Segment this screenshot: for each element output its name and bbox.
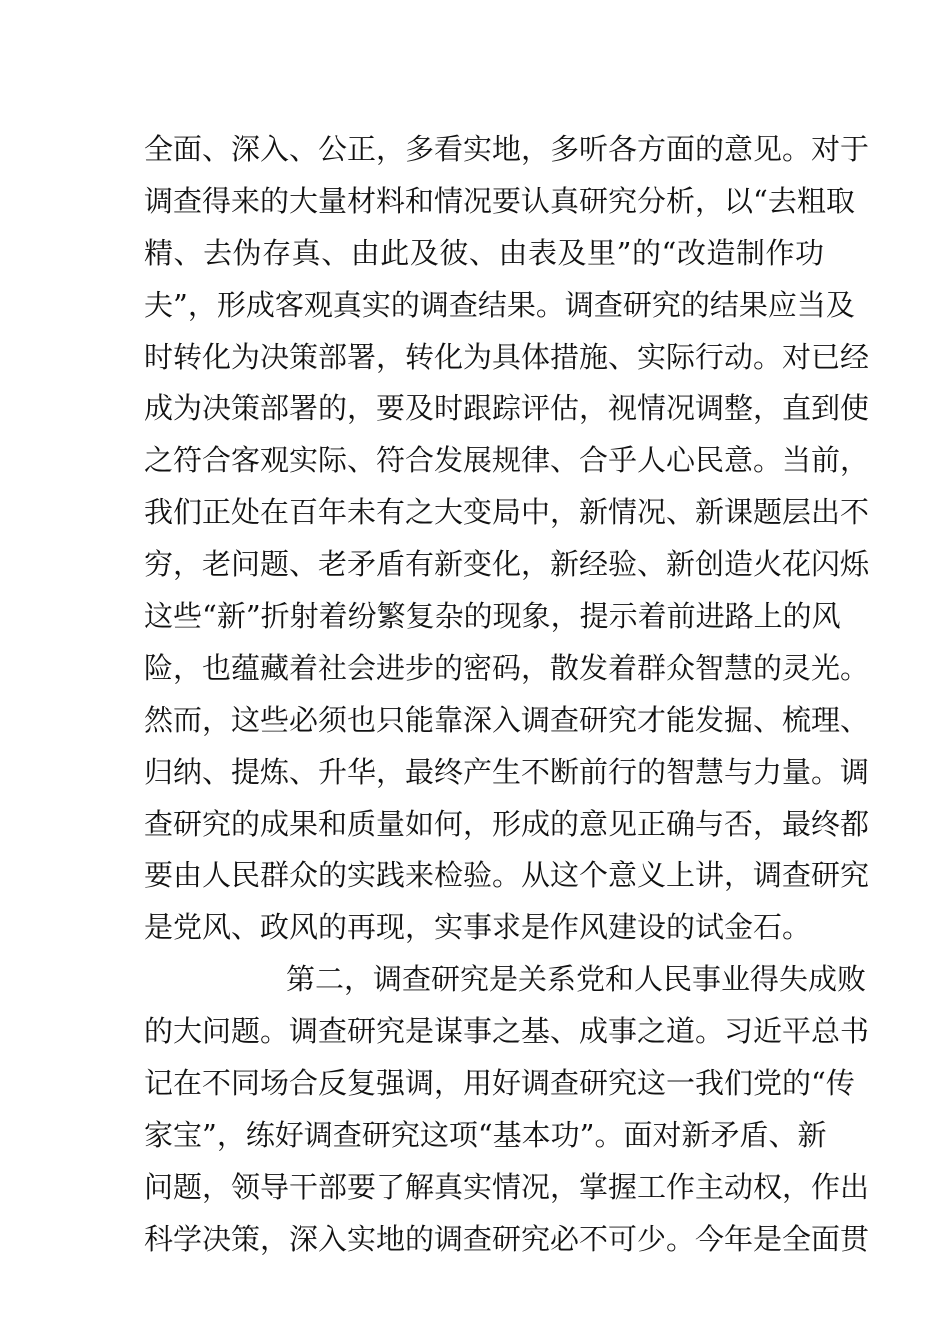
text-line: 时转化为决策部署，转化为具体措施、实际行动。对已经 [144, 339, 870, 374]
text-line: 之符合客观实际、符合发展规律、合乎人心民意。当前， [144, 443, 870, 478]
text-line: 是党风、政风的再现，实事求是作风建设的试金石。 [144, 910, 812, 945]
text-line: 险，也蕴藏着社会进步的密码，散发着群众智慧的灵光。 [144, 650, 870, 685]
text-line: 精、去伪存真、由此及彼、由表及里”的“改造制作功 [144, 235, 824, 270]
text-line: 这些“新”折射着纷繁复杂的现象，提示着前进路上的风 [144, 599, 841, 634]
text-line: 的大问题。调查研究是谋事之基、成事之道。习近平总书 [144, 1014, 870, 1049]
text-line: 查研究的成果和质量如何，形成的意见正确与否，最终都 [144, 806, 870, 841]
text-line: 要由人民群众的实践来检验。从这个意义上讲，调查研究 [144, 858, 870, 893]
text-line: 然而，这些必须也只能靠深入调查研究才能发掘、梳理、 [144, 702, 870, 737]
text-line: 全面、深入、公正，多看实地，多听各方面的意见。对于 [144, 132, 870, 166]
text-line: 第二，调查研究是关系党和人民事业得失成败 [286, 962, 867, 997]
text-line: 记在不同场合反复强调，用好调查研究这一我们党的“传 [144, 1066, 855, 1101]
text-line: 科学决策，深入实地的调查研究必不可少。今年是全面贯 [144, 1221, 870, 1256]
text-line: 成为决策部署的，要及时跟踪评估，视情况调整，直到使 [144, 391, 870, 426]
document-body [144, 124, 870, 1266]
text-line: 归纳、提炼、升华，最终产生不断前行的智慧与力量。调 [144, 754, 870, 789]
text-line: 我们正处在百年未有之大变局中，新情况、新课题层出不 [144, 495, 870, 530]
text-line: 穷，老问题、老矛盾有新变化，新经验、新创造火花闪烁 [144, 547, 870, 582]
text-line: 问题，领导干部要了解真实情况，掌握工作主动权，作出 [144, 1169, 870, 1204]
text-line: 调查得来的大量材料和情况要认真研究分析，以“去粗取 [144, 183, 855, 218]
paragraph-1 [144, 124, 870, 954]
paragraph-2 [144, 954, 870, 1265]
text-line: 夫”，形成客观真实的调查结果。调查研究的结果应当及 [144, 287, 855, 322]
text-line: 家宝”，练好调查研究这项“基本功”。面对新矛盾、新 [144, 1117, 827, 1152]
